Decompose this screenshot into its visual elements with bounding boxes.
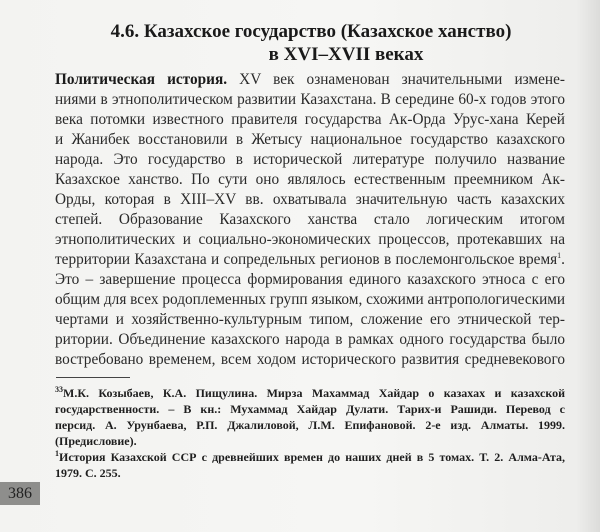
footnote-line: (Предисловие). — [55, 434, 137, 448]
lead-phrase: Политическая история. — [55, 71, 228, 88]
footnote-line — [55, 449, 565, 465]
footnote-text: История Казахской ССР с древнейших времен до наших дней в 5 томах. Т. 2. Алма-Ата, — [59, 450, 565, 464]
footnote-ref: 1 — [557, 250, 562, 260]
page-number: 386 — [0, 482, 40, 505]
footnote-mark: 33 — [55, 385, 63, 394]
body-line: чертами и хозяйственно-культурным типом, сложение его этнической тер- — [55, 311, 565, 328]
body-line-text: территории Казахстана и сопредельных регионов в послемонгольское время — [55, 251, 558, 268]
body-line: Это – завершение процесса формирования единого казахского этноса с его — [55, 271, 565, 288]
footnote-line: государственности. – В кн.: Мухаммад Хайдар Дулати. Тарих-и Рашиди. Перевод с — [55, 402, 565, 416]
body-line: территории Казахстана и сопредельных регионов в послемонгольское время$^1$. — [55, 250, 565, 268]
body-line: ритории. Объединение казахского народа в рамках одного государства было — [55, 331, 565, 348]
body-line: этнополитических и социально-экономических процессов, протекавших на — [55, 231, 565, 248]
body-line-text: XV век ознаменован значительными измене- — [239, 71, 565, 88]
body-line: степей. Образование Казахского ханства стало логическим итогом — [55, 211, 565, 228]
section-heading-line1: 4.6. Казахское государство (Казахское ханство) — [110, 21, 512, 42]
body-line: востребовано временем, всем ходом исторического развития средневекового — [55, 351, 565, 368]
body-line: общим для всех родоплеменных групп языком, схожими антропологическими — [55, 291, 566, 308]
body-line: Казахское ханство. По сути оно являлось естественным преемником Ак- — [55, 171, 565, 188]
footnote-line: 1979. С. 255. — [55, 466, 121, 480]
footnote-divider — [56, 377, 130, 378]
body-line — [55, 70, 565, 90]
body-line: Орды, которая в XIII–XV вв. охватывала значительную часть казахских — [55, 191, 565, 208]
body-line: народа. Это государство в исторической литературе получило название — [55, 151, 565, 168]
body-line: века потомки известного правителя государства Ак-Орда Урус-хана Керей — [55, 111, 565, 128]
body-line: и Жанибек восстановили в Жетысу национальное государство казахского — [55, 131, 565, 148]
footnote-line — [55, 385, 565, 401]
footnote-text: М.К. Козыбаев, К.А. Пищулина. Мирза Махаммад Хайдар о казахах и казахской — [63, 386, 565, 400]
footnote-mark: 1 — [55, 449, 59, 458]
footnote-line: персид. А. Урунбаева, Р.П. Джалиловой, Л.М. Епифановой. 2-е изд. Алматы. 1999. — [55, 418, 565, 432]
section-heading-line2: в XVI–XVII веках — [268, 44, 424, 65]
body-line: ниями в этнополитическом развитии Казахстана. В середине 60-х годов этого — [55, 91, 565, 108]
